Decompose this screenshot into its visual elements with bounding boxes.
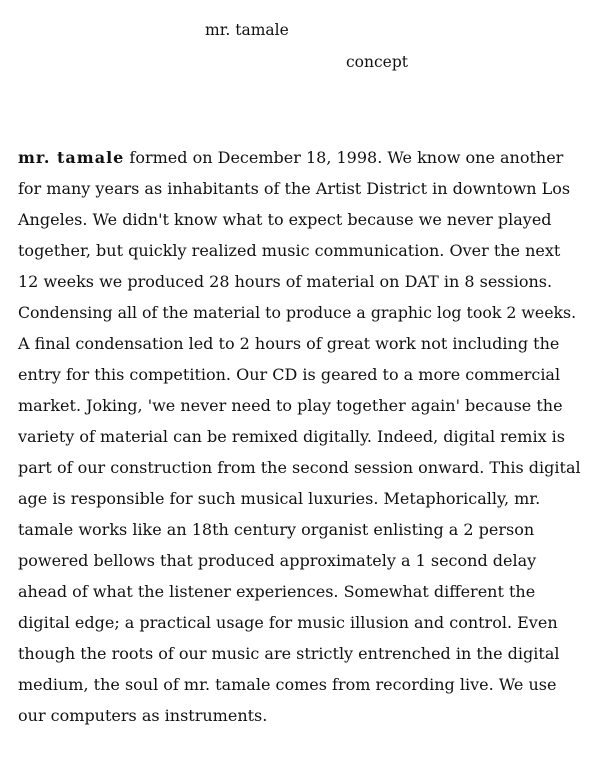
paragraph-line-14: powered bellows that produced approximately a 1 second delay [18, 551, 537, 570]
paragraph-line-6: Condensing all of the material to produce a graphic log took 2 weeks. [18, 303, 577, 322]
paragraph-line-10: variety of material can be remixed digitally. Indeed, digital remix is [18, 427, 565, 446]
paragraph-line-7: A final condensation led to 2 hours of great work not including the [18, 334, 560, 353]
paragraph-line-5: 12 weeks we produced 28 hours of material on DAT in 8 sessions. [18, 272, 553, 291]
paragraph-line-1 [18, 148, 563, 168]
paragraph-line-17: though the roots of our music are strictly entrenched in the digital [18, 644, 560, 663]
paragraph-line-8: entry for this competition. Our CD is geared to a more commercial [18, 365, 561, 384]
paragraph-line-16: digital edge; a practical usage for music illusion and control. Even [18, 613, 558, 632]
paragraph-line-12: age is responsible for such musical luxuries. Metaphorically, mr. [18, 489, 541, 508]
paragraph-line-19: our computers as instruments. [18, 706, 268, 725]
paragraph-line-9: market. Joking, 'we never need to play together again' because the [18, 396, 563, 415]
paragraph-line-15: ahead of what the listener experiences. Somewhat different the [18, 582, 536, 601]
paragraph-line-18: medium, the soul of mr. tamale comes from recording live. We use [18, 675, 557, 694]
line-text: formed on December 18, 1998. We know one another [124, 148, 564, 167]
paragraph-line-3: Angeles. We didn't know what to expect because we never played [18, 210, 552, 229]
band-name: mr. tamale [18, 148, 125, 167]
document-title: mr. tamale [205, 21, 289, 39]
document-subtitle: concept [346, 53, 408, 71]
paragraph-line-13: tamale works like an 18th century organist enlisting a 2 person [18, 520, 535, 539]
paragraph-line-11: part of our construction from the second session onward. This digital [18, 458, 581, 477]
paragraph-line-2: for many years as inhabitants of the Artist District in downtown Los [18, 179, 571, 198]
paragraph-line-4: together, but quickly realized music communication. Over the next [18, 241, 561, 260]
